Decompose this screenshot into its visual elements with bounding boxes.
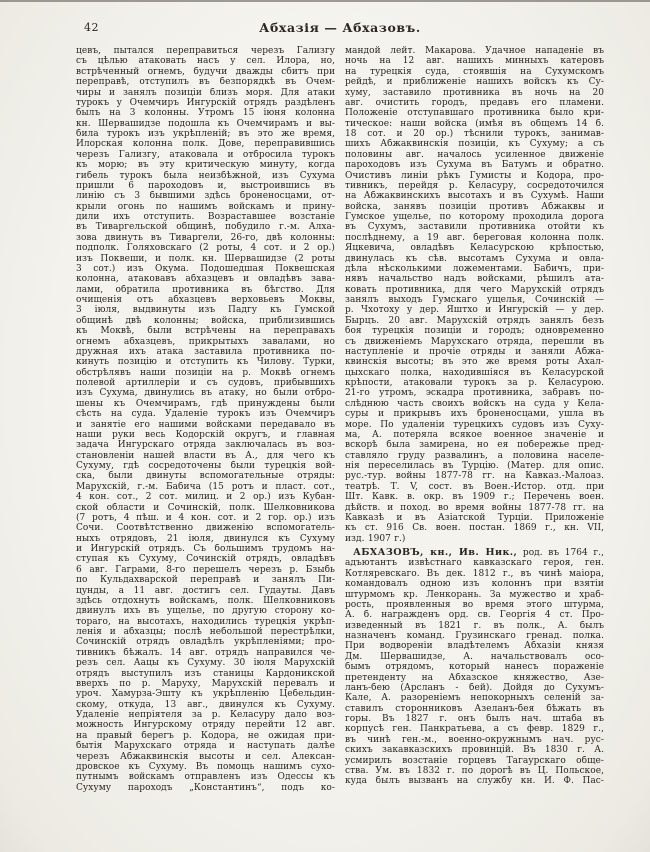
- text-line: съ цѣлью атаковать насъ у сел. Илора, но,: [76, 56, 335, 67]
- text-line: на правый берегъ р. Кодора, не ожидая при-: [76, 730, 335, 741]
- text-line: вверхъ по р. Маруху, Марухскій перевалъ и: [76, 678, 335, 689]
- text-line: линію съ 3 бывшими здѣсь броненосцами, от-: [76, 191, 335, 202]
- text-line: тическое: наши войска (имѣя въ общемъ 14 б.: [345, 118, 604, 129]
- text-line: ночь на 12 авг. нашихъ минныхъ катеровъ: [345, 56, 604, 67]
- text-line: встрѣченный огнемъ, будучи дважды сбитъ при: [76, 66, 335, 77]
- text-line: корпусѣ ген. Панкратьева, а съ февр. 1829 г.,: [345, 724, 604, 735]
- text-line: Дм. Шервашидзе, А. начальствовалъ осо-: [345, 651, 604, 662]
- text-line: къ ст. 916 Св. воен. постан. 1869 г., кн. VII,: [345, 523, 604, 534]
- text-line: послѣднему, а 19 авг. береговая колонна полк.: [345, 232, 604, 243]
- text-line: мандой лейт. Макарова. Удачное нападеніе въ: [345, 46, 604, 56]
- text-line: ска, были двинуты вспомогательные отряды:: [76, 471, 335, 482]
- text-line: къ Моквѣ, были встрѣчены на переправахъ: [76, 326, 335, 337]
- text-line: наши руки весь Кодорскій округъ, и главная: [76, 429, 335, 440]
- text-line: тораго, на высотахъ, находились турецкія укрѣп-: [76, 616, 335, 627]
- text-line: театрѣ. Т. V, сост. въ Воен.-Истор. отд. при: [345, 481, 604, 492]
- text-line: задача Ингурскаго отряда заключалась въ воз-: [76, 440, 335, 451]
- text-line: черезъ Гализгу, атаковала и отбросила турокъ: [76, 149, 335, 160]
- text-line: скому, откуда, 13 авг., двинулся къ Сухуму.: [76, 699, 335, 710]
- text-line: море. По удаленіи турецкихъ судовъ изъ Суху-: [345, 419, 604, 430]
- text-line: Марухскій, г.-м. Бабича (15 ротъ и пласт. сот.,: [76, 481, 335, 492]
- text-line: А. б. награжденъ орд. св. Георгія 4 ст. Про-: [345, 610, 604, 621]
- text-line: куда былъ вызванъ на службу кн. И. Ф. Пас-: [345, 776, 604, 787]
- text-line: по Кульдахварской переправѣ и занялъ Пи-: [76, 575, 335, 586]
- text-line: вскорѣ была замирена, но ея побережье пред-: [345, 440, 604, 451]
- running-title: Абхазія — Абхазовъ.: [259, 20, 421, 35]
- entry-abkhazia-continuation: [345, 46, 604, 544]
- text-line: въ Сухумъ, заставили противника отойти къ: [345, 222, 604, 233]
- text-line: нявъ начальство надъ войсками, рѣшилъ ата-: [345, 274, 604, 285]
- text-line: изд. 1907 г.): [345, 533, 406, 544]
- text-line: Кале, А. разореніемъ непокорныхъ селеній за-: [345, 693, 604, 704]
- text-line: Положеніе отступавшаго противника было кри-: [345, 108, 604, 119]
- text-line: Сухуму, гдѣ сосредоточены были турецкія вой-: [76, 461, 335, 471]
- text-line: тивникъ, перейдя р. Келасуру, сосредоточился: [345, 180, 604, 191]
- text-line: становленіи нашей власти въ А., для чего къ: [76, 450, 335, 461]
- text-line: рейдѣ, и приближеніе нашихъ войскъ къ Су-: [345, 77, 604, 88]
- text-line: здѣсь отдохнуть войскамъ, полк. Шелковниковъ: [76, 595, 335, 606]
- text-line: отрядъ выступилъ изъ станицы Кардоникской: [76, 668, 335, 679]
- text-line: полевой артиллеріи и съ судовъ, прибывшихъ: [76, 378, 335, 388]
- text-line: 4 кон. сот., 2 сот. милиц. и 2 ор.) изъ Кубан-: [76, 492, 335, 503]
- text-line: рус.-тур. войны 1877-78 гг. на Кавказ.-Малоаз.: [345, 471, 604, 482]
- text-line: уроч. Хамурза-Эшту къ укрѣпленію Цебельдин-: [76, 689, 335, 700]
- text-line: Яцкевича, овладѣвъ Келасурскою крѣпостью,: [345, 243, 604, 254]
- text-line: 3 сот.) изъ Окума. Подошедшая Поквешская: [76, 263, 335, 274]
- text-line: очищенія отъ абхазцевъ верховьевъ Моквы,: [76, 295, 335, 305]
- left-column: [76, 46, 335, 793]
- text-line: дѣйств. и поход. во время войны 1877-78 гг. на: [345, 502, 604, 513]
- text-line: крѣпости, атаковали турокъ за р. Келасурою.: [345, 378, 604, 388]
- text-line: адъютантъ извѣстнаго кавказскаго героя, ген.: [345, 558, 604, 569]
- text-line: былъ на 3 колонны. Утромъ 15 іюня колонна: [76, 108, 335, 119]
- text-line: Котляревскаго. Въ дек. 1812 г., въ чинѣ маіора,: [345, 568, 604, 579]
- text-line: половины авг. началось усиленное движеніе: [345, 149, 604, 160]
- entry-headword: АБХАЗОВЪ, кн., Ив. Ник.,: [353, 548, 518, 558]
- text-line: Шт. Кавк. в. окр. въ 1909 г.; Перечень воен.: [345, 492, 604, 503]
- text-line: колонна, атаковавъ абхазцевъ и овладѣвъ зава-: [76, 274, 335, 285]
- text-line: ковать противника, для чего Марухскій отрядъ: [345, 284, 604, 295]
- text-line: пароходовъ изъ Сухума въ Батумъ и обратно.: [345, 160, 604, 171]
- text-line: пришли 6 пароходовъ и, выстроившись въ: [76, 180, 335, 191]
- text-line: квинскія высоты; въ это же время роты Ахал-: [345, 357, 604, 368]
- text-line: гибель турокъ была неизбѣжной, изъ Сухума: [76, 170, 335, 181]
- text-line: ланъ-бею (Арсланъ - бей). Дойдя до Сухумъ-: [345, 682, 604, 693]
- text-line: крыли огонь по нашимъ войскамъ и прину-: [76, 201, 335, 212]
- right-column: [345, 46, 604, 793]
- text-line: и занятіе его нашими войсками передавало въ: [76, 419, 335, 430]
- text-line: (7 ротъ, 4 пѣш. и 4 кон. сот. и 2 гор. ор.) изъ: [76, 512, 335, 523]
- text-line: войска, занявъ позиціи противъ Абжаквы и: [345, 201, 604, 212]
- text-line: шены къ Очемчирамъ, гдѣ принуждены были: [76, 398, 335, 409]
- text-line: въ Тиваргельской общинѣ, побудило г.-м. Алха-: [76, 222, 335, 233]
- text-line: штурмомъ кр. Ленкорань. За мужество и храб-: [345, 589, 604, 600]
- text-line: скихъ закавказскихъ провинцій. Въ 1830 г. А.: [345, 745, 604, 756]
- text-line: бымъ отрядомъ, который нанесъ пораженіе: [345, 662, 604, 673]
- text-line: ставилъ сторонниковъ Азеланъ-бея бѣжать въ: [345, 703, 604, 714]
- text-line: черезъ Абжаквинскія высоты и сел. Алексан-: [76, 751, 335, 762]
- text-line: нія переселилась въ Турцію. (Матер. для опис.: [345, 461, 604, 471]
- text-line: ступая къ Сухуму, Сочинскій отрядъ, овладѣвъ: [76, 554, 335, 565]
- text-line: ства. Ум. въ 1832 г. по дорогѣ въ Ц. Польское,: [345, 765, 604, 776]
- text-line: путнымъ войскамъ отправленъ изъ Одессы къ: [76, 772, 335, 783]
- text-line: наступленіе и прочіе отряды и заняли Абжа-: [345, 346, 604, 357]
- text-line: зова двинуть въ Тиваргели, 26-го, двѣ колонны:: [76, 232, 335, 243]
- text-line: Кавказѣ и въ Азіатской Турціи. Приложеніе: [345, 512, 604, 523]
- text-line: дили ихъ отступить. Возраставшее возстаніе: [76, 212, 335, 222]
- text-line: командовалъ одною изъ колоннъ при взятіи: [345, 579, 604, 590]
- text-line: можность Ингурскому отряду перейти 12 авг.: [76, 720, 335, 731]
- text-line: АБХАЗОВЪ, кн., Ив. Ник., род. въ 1764 г.,: [353, 548, 604, 558]
- entry-abkhazov-first-line: [345, 548, 604, 558]
- text-line: Сочи. Соотвѣтственно движенію вспомогатель-: [76, 523, 335, 534]
- text-line: слѣднюю часть своихъ войскъ на суда у Кела-: [345, 398, 604, 409]
- text-line: съ движеніемъ Марухскаго отряда, перешли въ: [345, 336, 604, 347]
- text-line: Бырцъ. 20 авг. Марухскій отрядъ занялъ безъ: [345, 315, 604, 326]
- text-line: суры и прикрывъ ихъ броненосцами, ушла въ: [345, 409, 604, 420]
- text-line: изъ Сухума, двинулись въ атаку, но были отбро-: [76, 388, 335, 399]
- text-line: Гумское ущелье, по которому проходила дорога: [345, 212, 604, 222]
- text-line: ма, А. потеряла всякое военное значеніе и: [345, 429, 604, 440]
- text-line: на турецкія суда, стоявшія на Сухумскомъ: [345, 66, 604, 77]
- text-line: При водвореніи владѣтелемъ Абхазіи князя: [345, 641, 604, 652]
- text-line: горы. Въ 1827 г. онъ былъ нач. штаба въ: [345, 714, 604, 724]
- text-line: цунды, а 11 авг. достигъ сел. Гудауты. Давъ: [76, 585, 335, 596]
- text-line: Удаленіе непріятеля за р. Келасуру дало воз-: [76, 710, 335, 720]
- text-line: назначенъ команд. Грузинскаго гренад. полка.: [345, 631, 604, 641]
- text-line: огнемъ абхазцевъ, прикрытыхъ завалами, но: [76, 336, 335, 347]
- text-line: обстрѣлявъ наши позиціи на р. Моквѣ огнемъ: [76, 367, 335, 378]
- text-line: дружная ихъ атака заставила противника по-: [76, 346, 335, 357]
- text-line: лами, обратила противника въ бѣгство. Для: [76, 284, 335, 295]
- text-line: шихъ Абжаквинскія позиціи, къ Сухуму; а съ: [345, 139, 604, 150]
- text-line: претенденту на Абхазское княжество, Азе-: [345, 672, 604, 683]
- text-line: 3 іюля, выдвинуты изъ Падгу къ Гумской: [76, 305, 335, 316]
- text-line: дровское къ Сухуму. Въ помощь нашимъ сухо-: [76, 761, 335, 772]
- text-line: ныхъ отрядовъ, 21 іюля, двинулся къ Сухуму: [76, 533, 335, 544]
- text-line: цыхскаго полка, находившіяся въ Келасурской: [345, 367, 604, 378]
- text-line: рость, проявленныя во время этого штурма,: [345, 599, 604, 610]
- text-line: двинулась къ сѣв. высотамъ Сухума и овла-: [345, 253, 604, 264]
- text-line: Илорская колонна полк. Дове, переправившись: [76, 139, 335, 150]
- entry-abkhazov-body: [345, 558, 604, 786]
- text-line: усмирилъ возстаніе горцевъ Тагаурскаго обще-: [345, 755, 604, 766]
- text-line: изъ Поквеши, и полк. кн. Шервашидзе (2 роты: [76, 253, 335, 264]
- text-line: била турокъ изъ укрѣпленій; въ это же время,: [76, 129, 335, 139]
- text-line: и Ингурскій отрядъ. Съ большимъ трудомъ на-: [76, 544, 335, 554]
- text-line: Сухуму пароходъ „Константинъ“, подъ ко-: [76, 782, 335, 793]
- text-line: тивникъ бѣжалъ. 14 авг. отрядъ направился че-: [76, 647, 335, 658]
- text-line: 18 сот. и 20 ор.) тѣснили турокъ, занимав-: [345, 129, 604, 139]
- text-line: авг. очистить городъ, предавъ его пламени.: [345, 97, 604, 108]
- text-line: переправѣ, отступилъ въ безпорядкѣ въ Очем-: [76, 77, 335, 88]
- text-line: сѣсть на суда. Удаленіе турокъ изъ Очемчиръ: [76, 409, 335, 420]
- text-line: кинуть позицію и отступить къ Чилову. Турки,: [76, 357, 335, 368]
- text-line: въ чинѣ ген.-м., военно-окружнымъ нач. рус-: [345, 734, 604, 745]
- text-line: цевъ, пытался переправиться черезъ Гализгу: [76, 46, 335, 56]
- text-line: р. Чхотоху у дер. Яштхо и Ингурскій — у дер.: [345, 305, 604, 316]
- text-line: изведенный въ 1821 г. въ полк., А. былъ: [345, 620, 604, 631]
- text-line: къ морю; въ эту критическую минуту, когда: [76, 160, 335, 171]
- text-line: 21-го утромъ, эскадра противника, забравъ по-: [345, 388, 604, 399]
- text-line: занялъ выходъ Гумскаго ущелья, Сочинскій —: [345, 295, 604, 305]
- entry-abkhazov: [345, 548, 604, 787]
- text-line: резъ сел. Аацы къ Сухуму. 30 іюля Марухскій: [76, 658, 335, 669]
- text-line: Очистивъ линіи рѣкъ Гумисты и Кодора, про-: [345, 170, 604, 181]
- page-number: 42: [84, 21, 99, 34]
- text-line: хуму, заставило противника въ ночь на 20: [345, 87, 604, 98]
- text-line: чиры и занялъ позиціи близъ моря. Для атаки: [76, 87, 335, 98]
- text-line: турокъ у Очемчиръ Ингурскій отрядъ раздѣленъ: [76, 97, 335, 108]
- text-line: двинулъ ихъ въ ущелье, по другую сторону ко-: [76, 606, 335, 617]
- text-block: [76, 46, 604, 793]
- text-line: ставляло груду развалинъ, а половина населе-: [345, 450, 604, 461]
- text-line: подполк. Голяховскаго (2 роты, 4 сот. и 2 ор.): [76, 243, 335, 254]
- text-line: боя турецкія позиціи и городъ; одновременно: [345, 326, 604, 337]
- text-line: общинѣ двѣ колонны; войска, приблизившись: [76, 315, 335, 326]
- text-line: ской области и Сочинскій, полк. Шелковникова: [76, 502, 335, 513]
- scan-edge-artifact: [0, 0, 650, 2]
- text-line: Сочинскій отрядъ овладѣлъ укрѣпленіями; про-: [76, 637, 335, 648]
- text-line: дѣла нѣсколькими ложементами. Бабичъ, при-: [345, 263, 604, 274]
- text-line: ленія и абхазцы; послѣ небольшой перестрѣлки,: [76, 627, 335, 637]
- text-line: 6 авг. Гаграми, 8-го перешелъ черезъ р. Бзыбь: [76, 564, 335, 575]
- text-line: бытія Марухскаго отряда и наступать далѣе: [76, 741, 335, 752]
- text-line: на Абжаквинскихъ высотахъ и въ Сухумѣ. Наши: [345, 191, 604, 202]
- text-line: кн. Шервашидзе подошла къ Очемчирамъ и вы-: [76, 118, 335, 129]
